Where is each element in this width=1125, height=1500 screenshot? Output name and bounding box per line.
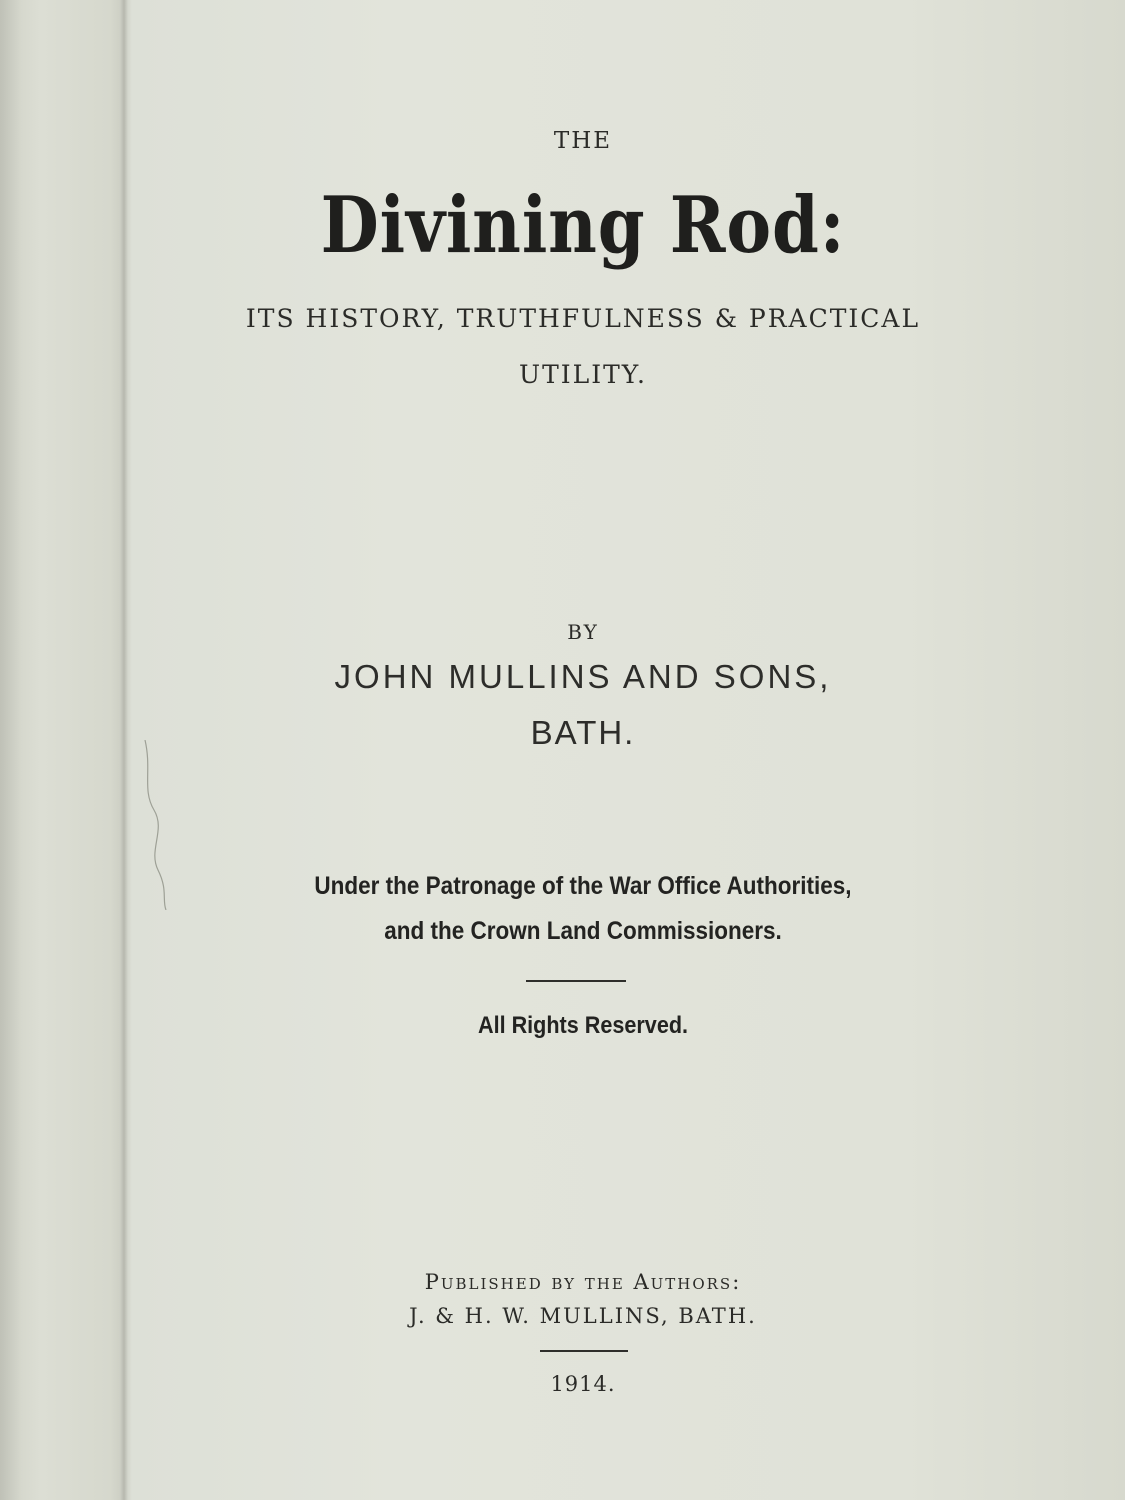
publisher-line-2: J. & H. W. MULLINS, BATH. <box>409 1304 757 1328</box>
patronage-line-1: Under the Patronage of the War Office Authorities, <box>314 872 852 900</box>
subtitle-line-1: ITS HISTORY, TRUTHFULNESS & PRACTICAL <box>245 304 921 333</box>
facing-page-edge <box>0 0 22 1500</box>
publication-year: 1914. <box>550 1372 616 1396</box>
spine-gutter <box>120 0 128 1500</box>
publisher-line-1: Published by the Authors: <box>424 1270 742 1294</box>
rights-notice: All Rights Reserved. <box>477 1012 689 1039</box>
subtitle-line-2: UTILITY. <box>519 360 647 389</box>
author-name: JOHN MULLINS AND SONS, <box>334 658 832 695</box>
divider-rule <box>526 980 626 982</box>
patronage-line-2: and the Crown Land Commissioners. <box>384 917 782 945</box>
book-title: Divining Rod: <box>320 180 846 271</box>
author-place: BATH. <box>530 714 636 751</box>
by-label: BY <box>567 620 599 644</box>
title-page <box>128 0 1125 1500</box>
divider-rule-bottom <box>540 1350 628 1352</box>
title-article: THE <box>553 128 613 154</box>
